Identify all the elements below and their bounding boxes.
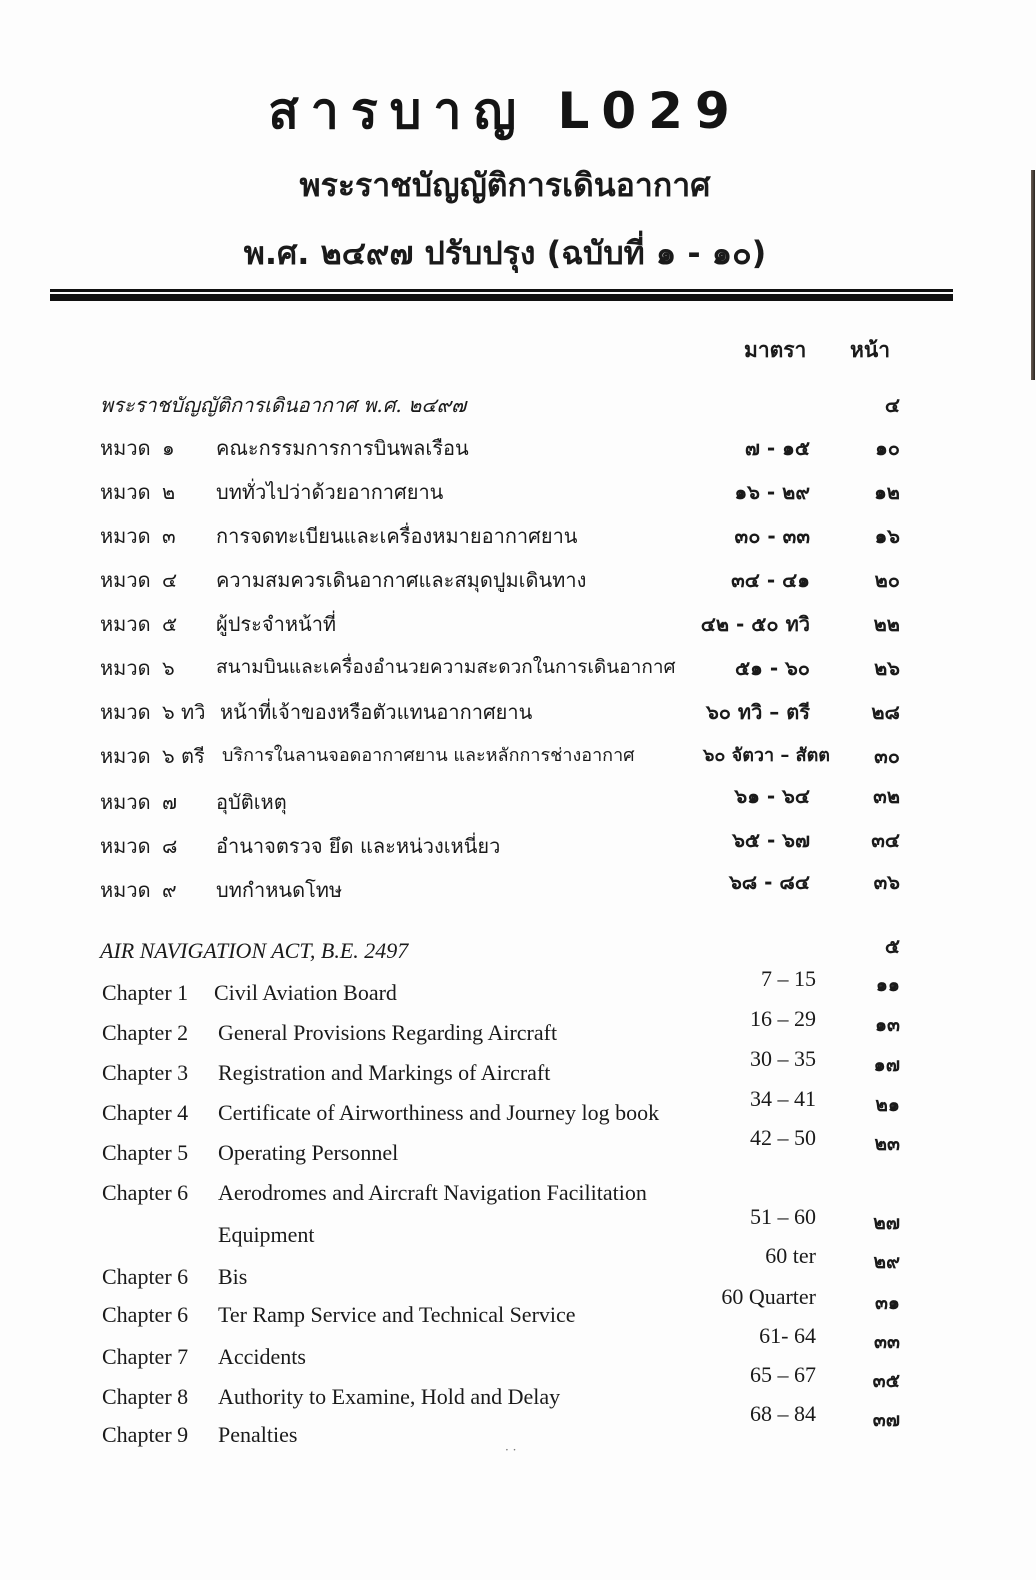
section-range: 61- 64: [759, 1323, 816, 1348]
chapter-title: ผู้ประจำหน้าที่: [216, 612, 337, 636]
page-number: ๓๓: [874, 1331, 900, 1353]
section-range: ๓๐ - ๓๓: [734, 524, 810, 548]
chapter-label: หมวด: [100, 436, 151, 460]
english-section-page: ๕: [884, 934, 900, 958]
chapter-title: Aerodromes and Aircraft Navigation Facilitation: [218, 1180, 647, 1205]
page-number: ๒๗: [873, 1212, 900, 1234]
page-number: ๑๑: [875, 974, 900, 996]
section-range: ๖๘ - ๘๔: [729, 870, 810, 894]
chapter-label: Chapter 4: [102, 1100, 189, 1125]
page-number: ๒๖: [874, 656, 900, 680]
page-number: ๒๙: [873, 1251, 900, 1273]
chapter-title: สนามบินและเครื่องอำนวยความสะดวกในการเดินอากาศ: [216, 656, 676, 678]
section-range: 30 – 35: [750, 1046, 816, 1071]
chapter-title: บริการในลานจอดอากาศยาน และหลักการช่างอากาศ: [222, 745, 635, 766]
chapter-title: อุบัติเหตุ: [216, 790, 287, 814]
thai-section-page: ๔: [884, 393, 900, 417]
toc-row[interactable]: [100, 740, 900, 772]
chapter-label: Chapter 3: [102, 1060, 189, 1085]
chapter-number: ๕: [162, 612, 178, 636]
chapter-title: คณะกรรมการการบินพลเรือน: [216, 436, 469, 460]
section-range: ๔๒ - ๕๐ ทวิ: [700, 612, 810, 636]
chapter-number: ๒: [162, 480, 176, 504]
chapter-number: ๗: [162, 790, 178, 814]
chapter-label: หมวด: [100, 656, 151, 680]
english-section-heading-text: AIR NAVIGATION ACT, B.E. 2497: [100, 938, 409, 963]
toc-row[interactable]: [100, 786, 900, 818]
chapter-label: Chapter 6: [102, 1180, 189, 1205]
page-number: ๒๓: [874, 1133, 900, 1155]
section-range: ๖๕ - ๖๗: [732, 828, 810, 852]
thai-section-heading-text: พระราชบัญญัติการเดินอากาศ พ.ศ. ๒๔๙๗: [100, 393, 467, 417]
page-number: ๒๐: [874, 568, 900, 592]
section-range: 7 – 15: [761, 966, 816, 991]
act-title: พระราชบัญญัติการเดินอากาศ: [299, 166, 711, 204]
chapter-number: ๑: [162, 436, 175, 460]
page-number: ๓๗: [872, 1409, 900, 1431]
chapter-label: หมวด: [100, 878, 151, 902]
chapter-label: Chapter 8: [102, 1384, 189, 1409]
chapter-title: Equipment: [218, 1222, 315, 1247]
chapter-title: Bis: [218, 1264, 248, 1289]
section-range: ๖๐ ทวิ – ตรี: [706, 700, 810, 724]
page-number: ๑๐: [875, 436, 900, 460]
page-number: ๒๒: [873, 612, 900, 636]
chapter-number: ๖ ทวิ: [162, 700, 206, 724]
page-number: ๓๕: [872, 1370, 900, 1392]
scan-speck: · ·: [505, 1443, 517, 1457]
chapter-title: บทกำหนดโทษ: [216, 878, 343, 902]
chapter-number: ๙: [162, 878, 177, 902]
page-number: ๓๖: [873, 870, 900, 894]
thai-section-heading[interactable]: [100, 389, 900, 421]
page-number: ๑๗: [873, 1054, 900, 1076]
chapter-number: ๔: [162, 568, 178, 592]
chapter-label: หมวด: [100, 700, 151, 724]
section-range: 16 – 29: [750, 1006, 816, 1031]
toc-row[interactable]: [100, 564, 900, 596]
chapter-number: ๖: [162, 656, 175, 680]
section-range: ๖๑ - ๖๔: [734, 784, 810, 808]
chapter-label: Chapter 6: [102, 1302, 189, 1327]
chapter-title: Operating Personnel: [218, 1140, 399, 1165]
section-range: 60 Quarter: [721, 1284, 816, 1309]
chapter-title: General Provisions Regarding Aircraft: [218, 1020, 558, 1045]
chapter-title: Registration and Markings of Aircraft: [218, 1060, 551, 1085]
chapter-label: Chapter 2: [102, 1020, 189, 1045]
page-title: สารบาญ L029: [268, 82, 742, 140]
chapter-label: Chapter 1: [102, 980, 189, 1005]
page-number: ๑๒: [874, 480, 900, 504]
chapter-label: หมวด: [100, 790, 151, 814]
page-number: ๓๐: [874, 744, 900, 768]
chapter-label: Chapter 9: [102, 1422, 189, 1447]
section-range: 68 – 84: [750, 1401, 816, 1426]
chapter-title: การจดทะเบียนและเครื่องหมายอากาศยาน: [216, 524, 578, 548]
section-range: ๓๔ - ๔๑: [731, 568, 810, 592]
section-range: 65 – 67: [750, 1362, 816, 1387]
toc-row[interactable]: [100, 432, 900, 464]
section-range: 34 – 41: [750, 1086, 816, 1111]
chapter-title: Accidents: [218, 1344, 306, 1369]
page-number: ๓๑: [874, 1292, 900, 1314]
chapter-title: Civil Aviation Board: [214, 980, 397, 1005]
chapter-label: Chapter 5: [102, 1140, 189, 1165]
section-range: ๖๐ จัตวา – สัตต: [702, 745, 830, 766]
english-section-heading[interactable]: [100, 934, 900, 964]
page-number: ๒๘: [871, 700, 900, 724]
page-number: ๑๓: [874, 1014, 900, 1036]
page-number: ๓๒: [873, 784, 900, 808]
section-range: ๑๖ - ๒๙: [734, 480, 810, 504]
act-year-revision: พ.ศ. ๒๔๙๗ ปรับปรุง (ฉบับที่ ๑ - ๑๐): [243, 234, 767, 272]
divider-thick-line: [50, 294, 953, 301]
toc-row[interactable]: [100, 520, 900, 552]
chapter-label: หมวด: [100, 568, 151, 592]
chapter-label: Chapter 7: [102, 1344, 189, 1369]
toc-row[interactable]: [100, 652, 900, 684]
column-header-page: หน้า: [850, 338, 890, 362]
page-number: ๑๖: [874, 524, 900, 548]
toc-row[interactable]: [100, 476, 900, 508]
toc-row[interactable]: [100, 830, 900, 862]
chapter-title: Ter Ramp Service and Technical Service: [218, 1302, 576, 1327]
chapter-label: Chapter 6: [102, 1264, 189, 1289]
chapter-title: Authority to Examine, Hold and Delay: [218, 1384, 561, 1409]
section-range: 42 – 50: [750, 1125, 816, 1150]
section-range: 60 ter: [765, 1243, 816, 1268]
page-number: ๒๑: [875, 1094, 900, 1116]
page-edge-shadow: [1031, 170, 1035, 380]
chapter-title: หน้าที่เจ้าของหรือตัวแทนอากาศยาน: [220, 700, 533, 724]
chapter-label: หมวด: [100, 480, 151, 504]
chapter-number: ๖ ตรี: [162, 744, 205, 768]
section-range: ๕๑ - ๖๐: [735, 656, 810, 680]
toc-row[interactable]: [100, 608, 900, 640]
section-range: 51 – 60: [750, 1204, 816, 1229]
column-header-section: มาตรา: [744, 338, 807, 362]
chapter-label: หมวด: [100, 612, 151, 636]
page-number: ๓๔: [871, 828, 900, 852]
chapter-title: อำนาจตรวจ ยึด และหน่วงเหนี่ยว: [216, 834, 501, 858]
chapter-label: หมวด: [100, 834, 151, 858]
chapter-title: ความสมควรเดินอากาศและสมุดปูมเดินทาง: [216, 568, 587, 592]
chapter-title: บททั่วไปว่าด้วยอากาศยาน: [216, 480, 444, 504]
chapter-label: หมวด: [100, 744, 151, 768]
toc-row[interactable]: [100, 696, 900, 728]
chapter-title: Penalties: [218, 1422, 298, 1447]
chapter-number: ๘: [162, 834, 178, 858]
header-divider: [50, 289, 953, 300]
chapter-title: Certificate of Airworthiness and Journey log book: [218, 1100, 660, 1125]
chapter-number: ๓: [162, 524, 176, 548]
toc-row[interactable]: [100, 870, 900, 906]
divider-thin-line: [50, 289, 953, 292]
section-range: ๗ - ๑๕: [744, 436, 810, 460]
chapter-label: หมวด: [100, 524, 151, 548]
